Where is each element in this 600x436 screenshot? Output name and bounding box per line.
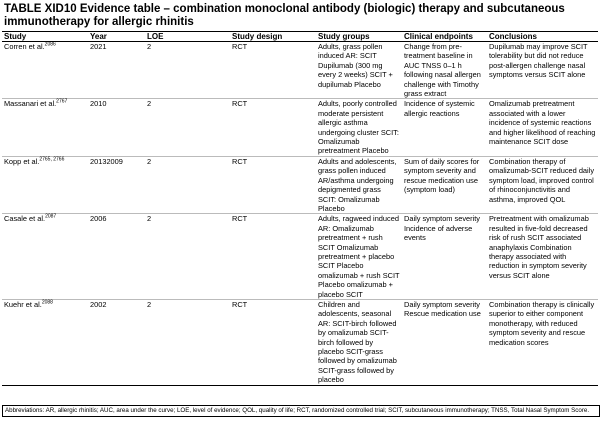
column-header-year: Year <box>88 32 145 42</box>
loe-cell: 2 <box>145 99 230 156</box>
evidence-table <box>2 31 598 386</box>
reference-number: 2766 <box>53 156 65 163</box>
clinical-endpoints-cell: Daily symptom severity Incidence of adverse events <box>402 214 487 300</box>
study-groups-cell: Adults, ragweed induced AR: Omalizumab pretreatment + rush SCIT Omalizumab pretreatment + placebo SCIT Placebo omalizumab + rush SCIT Placebo omalizumab + placebo SCIT <box>316 214 402 300</box>
reference-separator: , <box>50 156 54 163</box>
reference-number: 2086 <box>44 41 56 48</box>
study-design-cell: RCT <box>230 214 316 300</box>
study-groups-cell: Adults and adolescents, grass pollen induced AR/asthma undergoing depigmented grass SCIT: Omalizumab Placebo <box>316 156 402 213</box>
study-cell <box>2 299 88 385</box>
study-groups-cell: Adults, grass pollen induced AR: SCIT Dupilumab (300 mg every 2 weeks) SCIT + dupilumab Placebo <box>316 42 402 99</box>
table-row <box>2 99 598 156</box>
study-name: Kuehr et al. <box>4 299 42 309</box>
column-header-study-groups: Study groups <box>316 32 402 42</box>
study-cell <box>2 214 88 300</box>
year-cell: 2006 <box>88 214 145 300</box>
conclusions-cell: Combination therapy is clinically superior to either component monotherapy, with reduced symptom severity and rescue medication scores <box>487 299 598 385</box>
year-cell: 2010 <box>88 99 145 156</box>
year-cell: 2021 <box>88 42 145 99</box>
column-header-study-design: Study design <box>230 32 316 42</box>
study-name: Massanari et al. <box>4 99 57 109</box>
study-design-cell: RCT <box>230 42 316 99</box>
table-row <box>2 156 598 213</box>
study-name: Corren et al. <box>4 42 45 51</box>
conclusions-cell: Omalizumab pretreatment associated with a lower incidence of systemic reactions and higher likelihood of reaching maintenance SCIT dose <box>487 99 598 156</box>
study-cell <box>2 99 88 156</box>
year-cell: 20132009 <box>88 156 145 213</box>
loe-cell: 2 <box>145 214 230 300</box>
loe-cell: 2 <box>145 156 230 213</box>
study-groups-cell: Children and adolescents, seasonal AR: SCIT-birch followed by omalizumab SCIT-birch followed by placebo SCIT-grass followed by omalizumab SCIT-grass followed by placebo <box>316 299 402 385</box>
reference-number: 2767 <box>56 98 68 105</box>
study-design-cell: RCT <box>230 156 316 213</box>
reference-number: 2088 <box>41 299 53 306</box>
table-row <box>2 299 598 385</box>
conclusions-cell: Dupilumab may improve SCIT tolerability but did not reduce post-allergen challenge nasal symptoms versus SCIT alone <box>487 42 598 99</box>
abbreviations-footnote: Abbreviations: AR, allergic rhinitis; AUC, area under the curve; LOE, level of evidence; QOL, quality of life; RCT, randomized controlled trial; SCIT, subcutaneous immunotherapy; TNSS, Total Nasal Symptom Score. <box>2 405 600 417</box>
table-row <box>2 42 598 99</box>
study-groups-cell: Adults, poorly controlled moderate persistent allergic asthma undergoing cluster SCIT: Omalizumab pretreatment Placebo <box>316 99 402 156</box>
column-header-study: Study <box>2 32 88 42</box>
reference-number: 2087 <box>45 213 57 220</box>
reference-number: 2765 <box>39 156 51 163</box>
study-design-cell: RCT <box>230 99 316 156</box>
column-header-clinical-endpoints: Clinical endpoints <box>402 32 487 42</box>
table-title: TABLE XID10 Evidence table – combination monoclonal antibody (biologic) therapy and subcutaneous immunotherapy for allergic rhinitis <box>4 3 565 28</box>
clinical-endpoints-cell: Sum of daily scores for symptom severity and rescue medication use (symptom load) <box>402 156 487 213</box>
table-row <box>2 214 598 300</box>
clinical-endpoints-cell: Daily symptom severity Rescue medication use <box>402 299 487 385</box>
column-header-loe: LOE <box>145 32 230 42</box>
clinical-endpoints-cell: Incidence of systemic allergic reactions <box>402 99 487 156</box>
clinical-endpoints-cell: Change from pre-treatment baseline in AUC TNSS 0–1 h following nasal allergen challenge with Timothy grass extract <box>402 42 487 99</box>
table-header-row <box>2 32 598 42</box>
study-name: Kopp et al. <box>4 156 40 166</box>
study-design-cell: RCT <box>230 299 316 385</box>
study-cell <box>2 156 88 213</box>
conclusions-cell: Combination therapy of omalizumab-SCIT reduced daily symptom load, improved control of rhinoconjunctivitis and asthma, improved QOL <box>487 156 598 213</box>
column-header-conclusions: Conclusions <box>487 32 598 42</box>
conclusions-cell: Pretreatment with omalizumab resulted in five-fold decreased risk of rush SCIT associated anaphylaxis Combination therapy associated with reduction in symptom severity versus SCIT alone <box>487 214 598 300</box>
study-cell <box>2 42 88 99</box>
year-cell: 2002 <box>88 299 145 385</box>
loe-cell: 2 <box>145 42 230 99</box>
study-name: Casale et al. <box>4 214 46 224</box>
loe-cell: 2 <box>145 299 230 385</box>
